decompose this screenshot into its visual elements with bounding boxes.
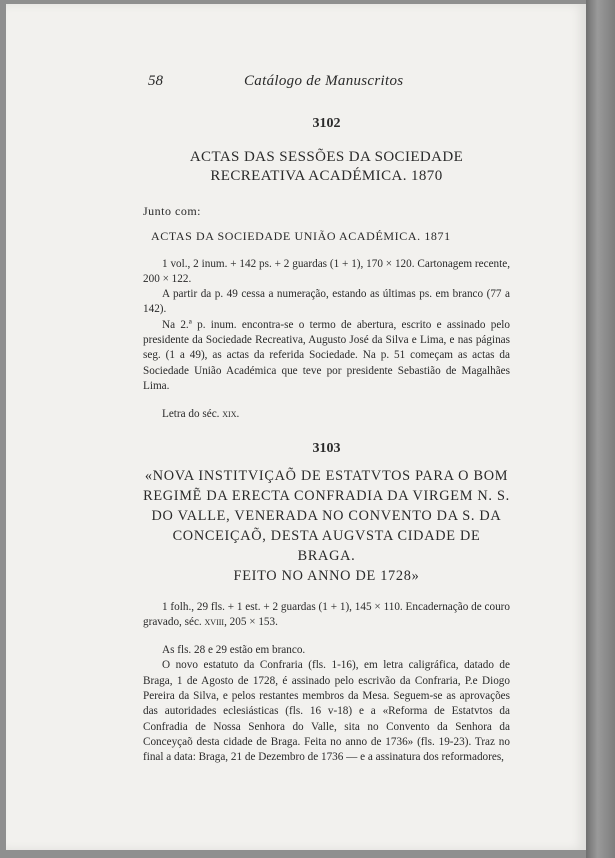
note-paragraph: A partir da p. 49 cessa a numeração, estando as últimas ps. em branco (77 a 142). — [143, 288, 510, 316]
entry-title-line: RECREATIVA ACADÉMICA. 1870 — [210, 168, 443, 184]
entry-title-line: CONCEIÇAÕ, DESTA AUGVSTA CIDADE DE BRAGA. — [172, 527, 481, 564]
desc-suffix: , 205 × 153. — [224, 615, 278, 628]
running-title: Catálogo de Manuscritos — [244, 73, 404, 89]
entry-title-line: REGIMẼ DA ERECTA CONFRADIA DA VIRGEM N. S. — [143, 487, 510, 504]
entry-title-line: «NOVA INSTITVIÇAÕ DE ESTATVTOS PARA O BOM — [144, 467, 509, 484]
desc-prefix: 1 folh., 29 fls. + 1 est. + 2 guardas (1 + 1), 145 × 110. Encadernação de couro gravado, séc. — [143, 600, 510, 628]
note-paragraph: As fls. 28 e 29 estão em branco. — [162, 644, 306, 657]
entry-number: 3103 — [312, 440, 341, 456]
entry-title — [143, 466, 510, 586]
page-number: 58 — [148, 73, 163, 89]
note-paragraph: Na 2.ª p. inum. encontra-se o termo de abertura, escrito e assinado pelo presidente da Sociedade Recreativa, Augusto José da Silva e Lima, e nas páginas seg. (1 a 49), as actas da referida Sociedade. Na p. 51 começam as actas da Sociedade União Académica que teve por presidente Sebastião de Magalhães Lima. — [143, 318, 510, 392]
junto-com-label: Junto com: — [143, 204, 201, 218]
note-paragraph: O novo estatuto da Confraria (fls. 1-16), em letra caligráfica, datado de Braga, 1 de Agosto de 1728, é assinado pelo escrivão da Confraria, P.e Diogo Pereira da Silva, e pelos restantes membros da Mesa. Seguem-se as aprovações das autoridades eclesiásticas (fls. 16 v-18) e a «Reforma de Estatvtos da Confradia de Nossa Senhora do Valle, sita no Convento da Senhora da Conceyçaõ desta cidade de Braga. Feita no anno de 1736» (fls. 19-23). Traz no final a data: Braga, 21 de Dezembro de 1736 — e a assinatura dos reformadores, — [143, 659, 510, 764]
catalog-entry-3102 — [143, 116, 510, 423]
entry-subtitle: ACTAS DA SOCIEDADE UNIÃO ACADÉMICA. 1871 — [151, 229, 451, 244]
entry-title-line: FEITO NO ANNO DE 1728» — [233, 567, 420, 584]
desc-century: xviii — [204, 615, 225, 628]
letra-prefix: Letra do séc. — [162, 408, 223, 421]
physical-description — [143, 600, 510, 631]
entry-title-line: ACTAS DAS SESSÕES DA SOCIEDADE — [189, 149, 464, 165]
physical-description: 1 vol., 2 inum. + 142 ps. + 2 guardas (1 + 1), 170 × 120. Cartonagem recente, 200 × 122. — [143, 257, 510, 285]
page — [6, 4, 586, 850]
entry-title-line: DO VALLE, VENERADA NO CONVENTO DA S. DA — [151, 507, 502, 524]
catalog-content — [143, 116, 510, 766]
entry-number: 3102 — [312, 116, 341, 131]
letra-line — [143, 407, 510, 422]
catalog-entry-3103 — [143, 441, 510, 766]
book-edge-shadow — [586, 0, 615, 858]
letra-century: xix. — [222, 408, 240, 421]
entry-title — [143, 148, 510, 186]
